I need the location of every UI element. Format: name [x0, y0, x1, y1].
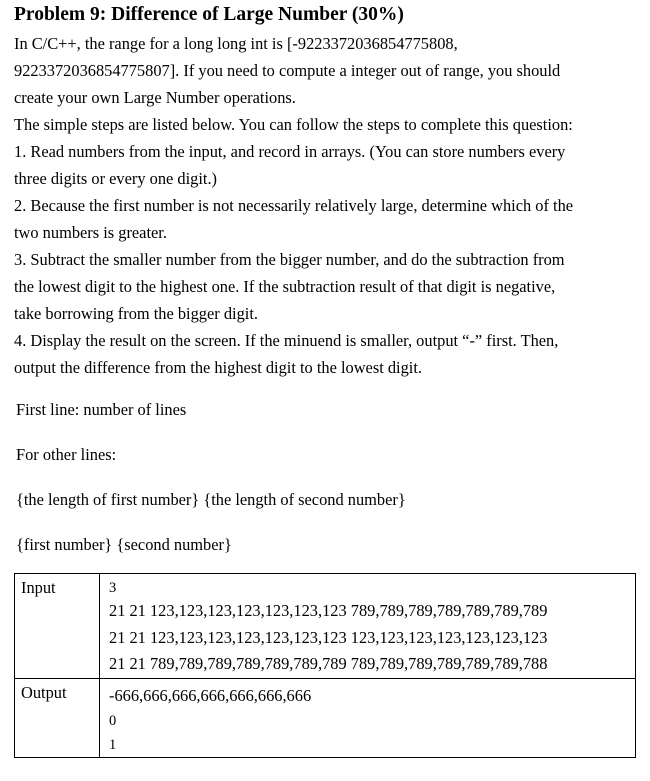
output-line: 0 — [109, 713, 117, 729]
format-other-lines: For other lines: — [16, 445, 117, 464]
step-1-line: three digits or every one digit.) — [14, 169, 218, 188]
input-line: 21 21 123,123,123,123,123,123,123 123,123,123,123,123,123,123 — [109, 627, 548, 647]
output-row — [15, 678, 636, 758]
output-line: -666,666,666,666,666,666,666 — [109, 685, 312, 705]
input-line: 3 — [109, 580, 117, 596]
input-line: 21 21 123,123,123,123,123,123,123 789,789,789,789,789,789,789 — [109, 601, 548, 620]
input-row — [15, 574, 636, 679]
step-4-line: output the difference from the highest digit to the lowest digit. — [14, 358, 423, 377]
input-line: 21 21 789,789,789,789,789,789,789 789,789,789,789,789,789,788 — [109, 654, 548, 673]
output-line: 1 — [109, 737, 117, 753]
description-line: The simple steps are listed below. You can follow the steps to complete this question: — [14, 115, 573, 134]
description-line: 9223372036854775807]. If you need to compute a integer out of range, you should — [14, 61, 561, 80]
format-numbers-line: {first number} {second number} — [16, 535, 232, 554]
input-label: Input — [15, 574, 100, 679]
step-3-line: 3. Subtract the smaller number from the bigger number, and do the subtraction from — [14, 250, 565, 269]
problem-title: Problem 9: Difference of Large Number (30%) — [14, 4, 404, 25]
step-2-line: 2. Because the first number is not necessarily relatively large, determine which of the — [14, 196, 574, 215]
input-value — [100, 574, 636, 679]
step-4-line: 4. Display the result on the screen. If the minuend is smaller, output “-” first. Then, — [14, 331, 559, 350]
format-first-line: First line: number of lines — [16, 400, 187, 419]
output-label: Output — [15, 678, 100, 758]
step-3-line: the lowest digit to the highest one. If the subtraction result of that digit is negative, — [14, 277, 556, 296]
format-length-line: {the length of first number} {the length of second number} — [16, 490, 406, 509]
step-1-line: 1. Read numbers from the input, and record in arrays. (You can store numbers every — [14, 142, 566, 161]
io-example-table — [14, 573, 636, 758]
problem-description — [14, 30, 573, 381]
description-line: In C/C++, the range for a long long int is [-9223372036854775808, — [14, 34, 458, 53]
step-3-line: take borrowing from the bigger digit. — [14, 304, 258, 323]
step-2-line: two numbers is greater. — [14, 223, 167, 242]
output-value — [100, 678, 636, 758]
description-line: create your own Large Number operations. — [14, 88, 296, 107]
